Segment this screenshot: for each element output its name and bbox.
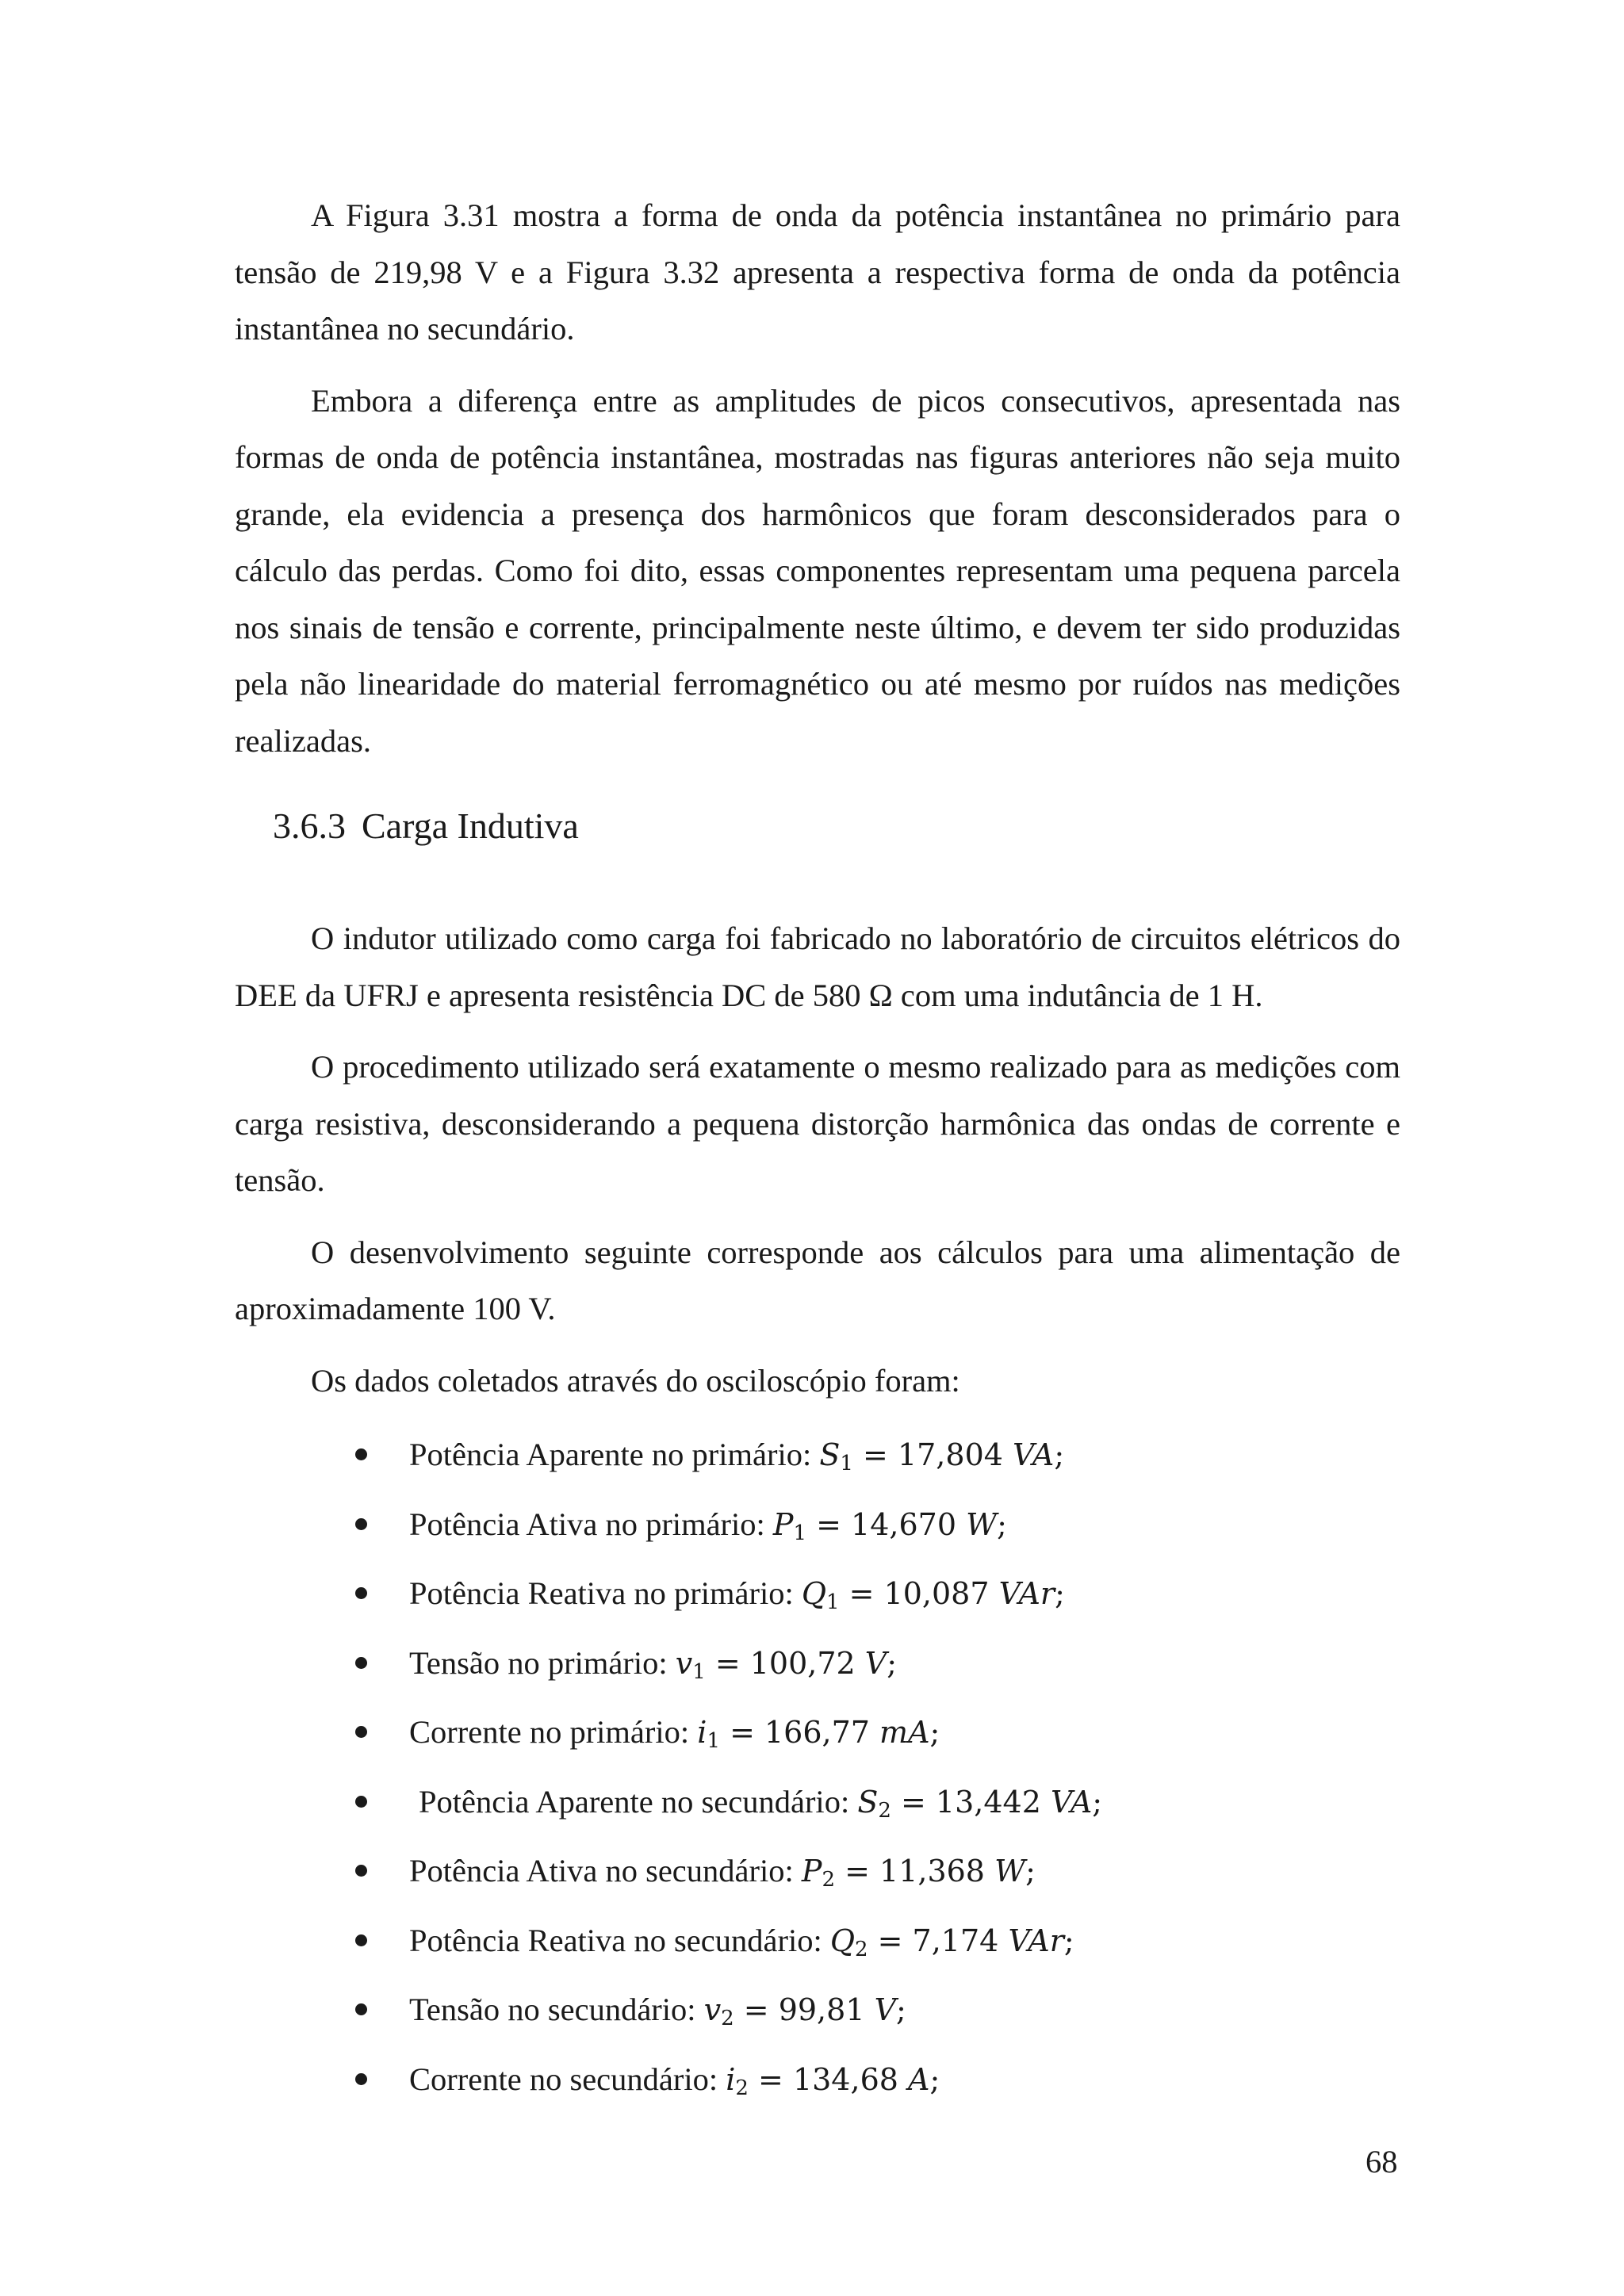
list-item: Tensão no primário: $v_1 = 100,72$ V; [235, 1633, 1400, 1703]
paragraph-figures-intro: A Figura 3.31 mostra a forma de onda da potência instantânea no primário para tensão de 219,98 V e a Figura 3.32 apresenta a respectiva forma de onda da potência instantânea no secundário. [235, 197, 1400, 346]
measurement-list [235, 1425, 1400, 2118]
math-expression: $v_1 = 100,72$ V; [675, 1645, 898, 1684]
math-expression: $S_1 = 17,804$ VA; [819, 1437, 1065, 1475]
list-item: Potência Ativa no secundário: $P_2 = 11,368$ W; [235, 1841, 1400, 1911]
list-item: Potência Aparente no primário: $S_1 = 17,804$ VA; [235, 1425, 1400, 1494]
math-expression: $i_1 = 166,77$ mA; [697, 1715, 940, 1753]
paragraph-development: O desenvolvimento seguinte corresponde aos cálculos para uma alimentação de aproximadamente 100 V. [235, 1234, 1400, 1326]
list-item: Tensão no secundário: $v_2 = 99,81$ V; [235, 1980, 1400, 2049]
math-expression: $v_2 = 99,81$ V; [703, 1992, 906, 2030]
bullet-icon [355, 1657, 367, 1669]
paragraph-inductor: O indutor utilizado como carga foi fabricado no laboratório de circuitos elétricos do DEE da UFRJ e apresenta resistência DC de 580 Ω com uma indutância de 1 H. [235, 920, 1400, 1013]
list-item: Potência Aparente no secundário: $S_2 = 13,442$ VA; [235, 1772, 1400, 1842]
paragraph-harmonics: Embora a diferença entre as amplitudes de picos consecutivos, apresentada nas formas de onda de potência instantânea, mostradas nas figuras anteriores não seja muito grande, ela evidencia a presença dos harmônicos que foram desconsiderados para o cálculo das perdas. Como foi dito, essas componentes representam uma pequena parcela nos sinais de tensão e corrente, principalmente neste último, e devem ter sido produzidas pela não linearidade do material ferromagnético ou até mesmo por ruídos nas medições realizadas. [235, 382, 1400, 759]
bullet-icon [355, 1448, 367, 1460]
list-item: Corrente no secundário: $i_2 = 134,68$ A; [235, 2049, 1400, 2119]
paragraph-procedure: O procedimento utilizado será exatamente o mesmo realizado para as medições com carga resistiva, desconsiderando a pequena distorção harmônica das ondas de corrente e tensão. [235, 1049, 1400, 1198]
section-title: Carga Indutiva [362, 806, 579, 846]
math-expression: $P_1 = 14,670$ W; [772, 1506, 1007, 1545]
list-item: Potência Ativa no primário: $P_1 = 14,670$ W; [235, 1494, 1400, 1564]
bullet-icon [355, 1518, 367, 1530]
list-item: Potência Reativa no primário: $Q_1 = 10,087$ VAr; [235, 1563, 1400, 1633]
list-item: Potência Reativa no secundário: $Q_2 = 7,174$ VAr; [235, 1911, 1400, 1980]
page-number: 68 [1365, 2144, 1398, 2179]
math-expression: $Q_1 = 10,087$ VAr; [801, 1576, 1065, 1614]
math-expression: $P_2 = 11,368$ W; [801, 1854, 1036, 1892]
math-expression: $i_2 = 134,68$ A; [726, 2061, 940, 2100]
bullet-icon [355, 2003, 367, 2015]
bullet-icon [355, 1796, 367, 1808]
bullet-icon [355, 1865, 367, 1877]
bullet-icon [355, 1726, 367, 1738]
bullet-icon [355, 2073, 367, 2085]
document-page [235, 187, 1400, 2118]
paragraph-data-intro: Os dados coletados através do osciloscópio foram: [311, 1362, 960, 1399]
bullet-icon [355, 1587, 367, 1599]
math-expression: $S_2 = 13,442$ VA; [857, 1784, 1103, 1823]
bullet-icon [355, 1934, 367, 1946]
section-heading [273, 802, 1400, 850]
list-item: Corrente no primário: $i_1 = 166,77$ mA; [235, 1702, 1400, 1772]
math-expression: $Q_2 = 7,174$ VAr; [829, 1923, 1074, 1961]
section-number: 3.6.3 [273, 806, 346, 846]
